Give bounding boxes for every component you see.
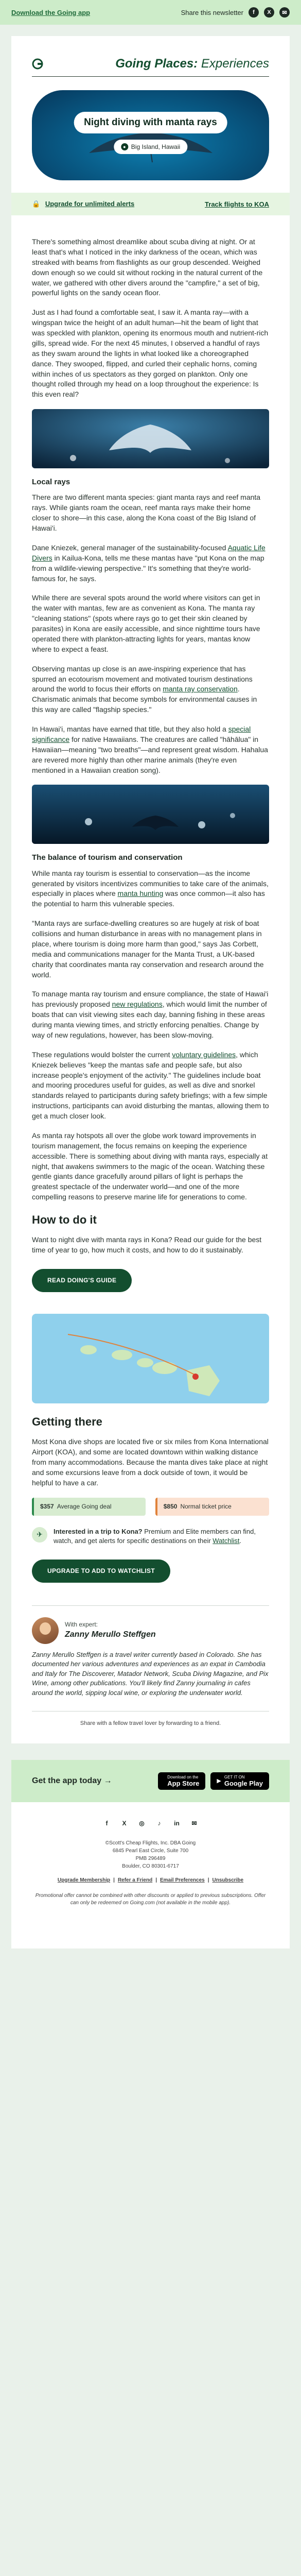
inline-link[interactable]: special significance xyxy=(32,725,251,743)
section-heading: The balance of tourism and conservation xyxy=(32,853,183,862)
expert-label: With expert: xyxy=(65,1620,98,1628)
facebook-icon[interactable]: f xyxy=(105,1819,108,1827)
paragraph: Observing mantas up close is an awe-inspiring experience that has spurred an ecotourism movement and motivated tourism destinations around the world to focus their efforts on manta ray conservation. Charismatic animals that become symbols for environmental causes in this way are called "flagship species." xyxy=(32,664,257,714)
get-app-label: Get the app today → xyxy=(32,1776,112,1785)
upgrade-watchlist-button[interactable]: UPGRADE TO ADD TO WATCHLIST xyxy=(32,1560,170,1583)
footer-social-icons xyxy=(32,1819,269,1828)
location-badge: ● Big Island, Hawaii xyxy=(114,140,187,154)
track-flights-link[interactable]: Track flights to KOA xyxy=(205,200,269,208)
paragraph: Most Kona dive shops are located five or six miles from Kona International Airport (KOA), and some are located downtown within walking distance from many accommodations. Because the manta dives take place at night and some excursions leave from a dock outside of town, it would be helpful to have a car. xyxy=(32,1437,269,1487)
expert-section xyxy=(32,1605,269,1698)
section-heading: How to do it xyxy=(32,1213,97,1227)
paragraph: There's something almost dreamlike about scuba diving at night. Or at least that's what I noticed in the inky darkness of the ocean, which was streaked with beams from flashlights as our group descended. Weighed down enough so we could sit without rocking in the natural current of the water, we gathered with other divers around the "campfire," a set of big, powerful lights on the sandy ocean floor. xyxy=(32,238,263,297)
inline-link[interactable]: voluntary guidelines xyxy=(172,1050,236,1059)
footer xyxy=(11,1802,290,1948)
manta-ray-photo xyxy=(32,409,269,468)
inline-link[interactable]: Aquatic Life Divers xyxy=(32,543,265,562)
section-heading: Local rays xyxy=(32,478,70,487)
app-store-button[interactable]: Download on the App Store xyxy=(158,1772,205,1790)
inline-link[interactable]: manta hunting xyxy=(117,889,164,898)
unsubscribe-link[interactable]: Unsubscribe xyxy=(212,1877,244,1883)
hero-title: Night diving with manta rays xyxy=(74,112,227,133)
expert-bio: Zanny Merullo Steffgen is a travel writer currently based in Colorado. She has documented her various adventures and experiences as an expat in Cambodia and Italy for The Discoverer, Matador Network, Scuba Diving Magazine, and Pix Wine, among other publications. You'll likely find Zanny journaling in cafes around the world, sipping local wine, or exploring the underwater world. xyxy=(32,1650,269,1697)
hero-image xyxy=(32,90,269,180)
section-heading: Getting there xyxy=(32,1415,102,1429)
paragraph: Want to night dive with manta rays in Kona? Read our guide for the best time of year to go, how much it costs, and how to do it sustainably. xyxy=(32,1235,262,1255)
upgrade-link[interactable]: Upgrade for unlimited alerts xyxy=(45,200,135,208)
app-download-bar xyxy=(11,1760,290,1802)
upgrade-membership-link[interactable]: Upgrade Membership xyxy=(57,1877,111,1883)
email-preferences-link[interactable]: Email Preferences xyxy=(160,1877,205,1883)
disclaimer: Promotional offer cannot be combined with other discounts or applied to previous subscriptions. Offer can only be redeemed on Going.com (not available in the mobile app). xyxy=(35,1892,266,1906)
read-guide-button[interactable]: READ DOING'S GUIDE xyxy=(32,1269,132,1292)
paragraph: "Manta rays are surface-dwelling creatures so are hugely at risk of boat collisions and human disturbance in areas with no management plans in place, where tourism is doing more harm than good," says Jas Corbett, media and communications manager for the Manta Trust, a UK-based charity that coordinates manta ray conservation and research around the world. xyxy=(32,919,264,979)
email-icon[interactable]: ✉ xyxy=(191,1819,197,1827)
tiktok-icon[interactable]: ♪ xyxy=(157,1819,161,1827)
watchlist-link[interactable]: Watchlist xyxy=(213,1537,240,1545)
x-icon[interactable]: X xyxy=(264,7,274,18)
facebook-icon[interactable]: f xyxy=(249,7,259,18)
inline-link[interactable]: manta ray conservation xyxy=(163,685,238,693)
paragraph: As manta ray hotspots all over the globe work toward improvements in tourism management, the focus remains on keeping the experience accessible. There is something about diving with manta rays, especially at night, that awakens swimmers to the magic of the ocean. Watching these gentle giants dance gracefully around pillars of light is perhaps the greatest spectacle of the underwater world—and one of the more compelling reasons to preserve marine life for generations to come. xyxy=(32,1131,268,1201)
paragraph: While manta ray tourism is essential to conservation—as the income generated by visitors incentivizes communities to take care of the animals, especially in places where manta hunting was once common—it also has the potential to harm this vulnerable species. xyxy=(32,869,269,908)
lock-icon: 🔒 xyxy=(32,200,41,208)
newsletter-card xyxy=(11,36,290,1743)
expert-name: Zanny Merullo Steffgen xyxy=(65,1630,156,1639)
article-body xyxy=(11,215,290,1743)
normal-ticket-price: $850 Normal ticket price xyxy=(155,1498,269,1516)
average-deal-price: $357 Average Going deal xyxy=(32,1498,146,1516)
going-logo-icon xyxy=(32,58,43,70)
share-label: Share this newsletter xyxy=(181,8,243,16)
paragraph: In Hawai'i, mantas have earned that title, but they also hold a special significance for native Hawaiians. The creatures are called "hāhālua" in Hawaiian—meaning "two breaths"—and represent great wisdom. Hahalua are revered more highly than other marine animals (they're even mentioned in a Hawaiian creation song). xyxy=(32,725,268,774)
email-icon[interactable]: ✉ xyxy=(279,7,290,18)
avatar xyxy=(32,1617,59,1644)
promo-bar xyxy=(11,193,290,215)
series-title: Going Places: Experiences xyxy=(115,57,269,71)
top-banner xyxy=(0,0,301,25)
paragraph: There are two different manta species: giant manta rays and reef manta rays. While giants roam the ocean, reef manta rays make their home closer to shore—in this case, along the Kona coast of the Big Island of Hawai'i. xyxy=(32,493,261,533)
divers-photo xyxy=(32,785,269,844)
google-play-button[interactable]: ▶ GET IT ON Google Play xyxy=(210,1772,269,1790)
x-icon[interactable]: X xyxy=(122,1819,127,1827)
divider xyxy=(32,76,269,77)
paragraph: While there are several spots around the world where visitors can get in the water with mantas, few are as convenient as Kona. The manta ray "cleaning stations" (spots where rays go to get their skin cleaned by parasites) in Kona are easily accessible, and since nighttime tours have operated there with plankton-attracting lights for years, mantas know where to expect a feast. xyxy=(32,594,260,653)
share-note: Share with a fellow travel lover by forwarding to a friend. xyxy=(32,1711,269,1728)
paragraph: These regulations would bolster the current voluntary guidelines, which Kniezek believes "keep the mantas safe and people safe, but also increase people's enjoyment of the activity." The guidelines include boat and mooring procedures useful for guides, as well as dive and snorkel standards relayed to participants during safety briefings; with a few simple instructions, participants can avoid disturbing the mantas, allowing them to get a much closer look. xyxy=(32,1050,269,1121)
hawaii-map xyxy=(32,1314,269,1403)
paragraph: Dane Kniezek, general manager of the sustainability-focused Aquatic Life Divers in Kailua-Kona, tells me these mantas have "put Kona on the map from a wildlife-viewing perspective." It's something that they're world-famous for, he says. xyxy=(32,543,265,583)
download-app-link[interactable]: Download the Going app xyxy=(11,8,91,16)
inline-link[interactable]: new regulations xyxy=(112,1000,163,1009)
linkedin-icon[interactable]: in xyxy=(174,1819,180,1827)
company-address: ©Scott's Cheap Flights, Inc. DBA Going 6845 Pearl East Circle, Suite 700 PMB 296489 Boulder, CO 80301-6717 xyxy=(105,1840,196,1869)
map-pin-icon: ● xyxy=(121,143,128,150)
play-icon: ▶ xyxy=(217,1778,221,1785)
price-comparison xyxy=(32,1498,269,1516)
footer-links: Upgrade Membership | Refer a Friend | Email Preferences | Unsubscribe xyxy=(57,1877,244,1883)
paragraph: To manage manta ray tourism and ensure compliance, the state of Hawai'i has previously proposed new regulations, which would limit the number of boats that can visit viewing sites each day, banning fishing in these areas during manta viewing times, and strictly enforcing penalties. Change by way of new regulations, however, has been slow-moving. xyxy=(32,990,269,1039)
plane-icon: ✈ xyxy=(32,1527,47,1543)
refer-friend-link[interactable]: Refer a Friend xyxy=(117,1877,153,1883)
paragraph: Just as I had found a comfortable seat, I saw it. A manta ray—with a wingspan twice the height of an adult human—hit the beam of light that was speckled with plankton, opening its enormous mouth and nutrient-rich gills, spread wide. For the next 45 minutes, I observed a handful of rays as they swam around the lights in what looked like a choreographed dance. They swooped, flipped, and curled their cephalic horns, coming within inches of us spectators as they gorged on plankton. Only one thought rolled through my head on a loop throughout the experience: Is this even real? xyxy=(32,308,269,399)
instagram-icon[interactable]: ◎ xyxy=(139,1819,145,1827)
flights-callout: ✈ Interested in a trip to Kona? Premium and Elite members can find, watch, and get alerts for specific destinations on their Watchlist. xyxy=(32,1527,269,1546)
